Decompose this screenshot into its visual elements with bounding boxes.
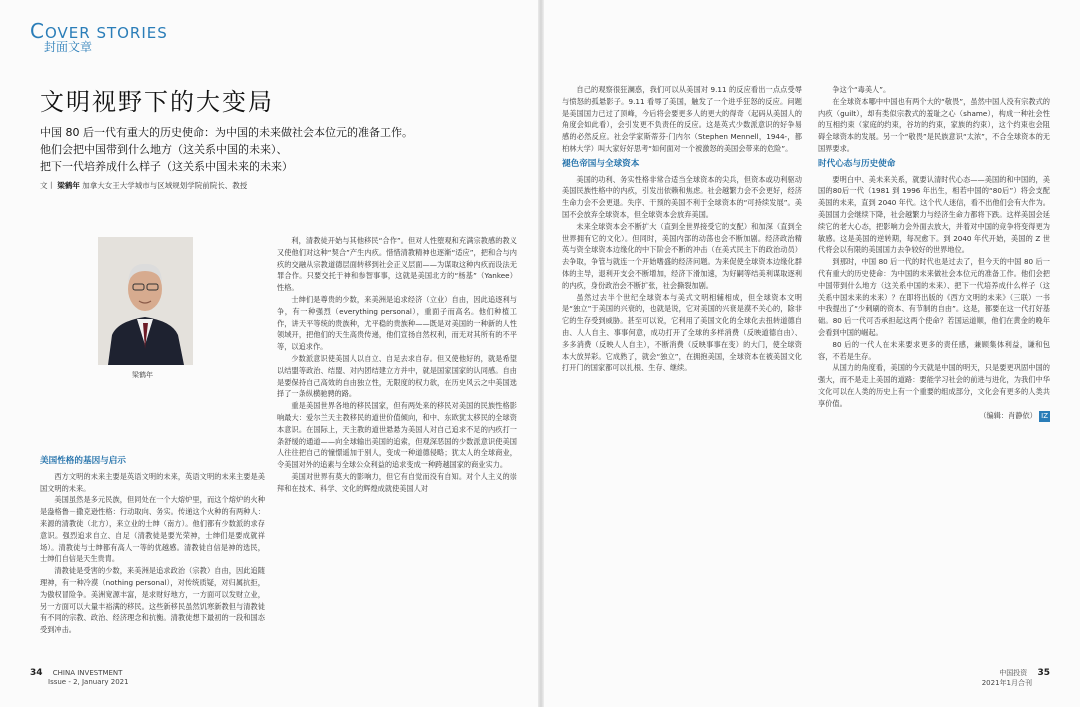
paragraph: 利，清教徒开始与其他移民“合作”。但对人性堕观和充满宗教感的教义又使他们对这种“契合”产生内疚。惜惜清教精神也逐渐“适应”，把和合与内疚的交融从宗教道德层面转移到社会正义层面——为谋取这种内疚而设法无罪合作。只要交托于神和参智事事，这就是美国北方的“杨基”（Yankee）性格。 [277, 236, 517, 293]
paragraph: 从国力的角度看，美国的今天就是中国的明天，只是要更巩固中国的强大，而不是走上美国的道路：要能学习社会的前进与进化，为我们中华文化可以在人类的历史上有一个重要的组成部分，文化会有更多的人类共享价值。 [818, 363, 1050, 408]
paragraph: 在全球资本哪中中国也有两个大的“敬畏”，虽然中国人没有宗教式的内疚（guilt），却有类似宗教式的羞耻之心（shame），构成一种社会性的互相约束（家庭的约束，谷坊的约束，家族的约束），这个约束也会阻碍全球资本的发展。另一个“敬畏”是民族意识“太浓”，不合全球资本的无国界要求。 [818, 96, 1050, 153]
column-2 [277, 235, 517, 495]
brand-initial: C [30, 19, 45, 43]
paragraph: 要明白中、美未来关系，就要认清时代心态——美国的和中国的，美国的80后一代（1981 到 1996 年出生，相若中国的“80后”）将会支配美国的未来，直到 2040 年代。这个代人迷信，看不出他们会有大作为。美国国力会继续下降，社会越繁力与经济生命力都将下跌。这样美国会延续它的老大心态，把影响力会外面去放大，并着对中国的竞争将变得更为敏感。这是美国的逆转期，每况愈下。到 2040 年代开始，美国的 Z 世代将会以有限的美国国力去争较好的世界地位。 [818, 174, 1050, 255]
page-gutter [538, 0, 544, 707]
footer-issue-right: 2021年1月合刊 [981, 679, 1032, 687]
editor-sign [818, 410, 1050, 423]
byline-prefix: 文丨 [40, 181, 55, 190]
paragraph: 自己的观察很狂澜惑，我们可以从美国对 9.11 的反应看出一点点受辱与愤怒的孤悬影子。9.11 看辱了美国，触发了一个进乎狂怒的反应。问题是美国国力已过了顶峰，今后将会要更多人的更大的得奇（起码从美国人的角度会如此看），会引发更不负责任的反应。这是英式少数派意识的好争易感的必然反应。社会学家斯蒂芬·门内尔（Stephen Mennell，1944-，都柏林大学）叫大家好好思考“如何面对一个被激怒的美国会带来的危险”。 [562, 85, 802, 153]
author-portrait-image [98, 237, 193, 365]
deck-line: 把下一代培养成什么样子（这关系中国未来的未来） [40, 160, 293, 173]
author-photo [98, 237, 193, 365]
section-brand-en [30, 19, 168, 43]
footer-pub-right: 中国投资 [999, 669, 1028, 677]
column-4 [818, 84, 1050, 422]
article-title: 文明视野下的大变局 [40, 88, 274, 116]
end-badge: IZ [1039, 411, 1050, 423]
paragraph: 美国的功利、务实性格非常合适当全球资本的尖兵，但资本或功利驱动美国民族性格中的内疚，引发出依赖和焦虑。社会越繁力会不会更好，经济生命力会不会更退。失序、干预的美国不利于全球资本的“可持续发展”。美国不会放弃全球资本，但全球资本会放弃美国。 [562, 174, 802, 219]
section-heading: 美国性格的基因与启示 [40, 456, 126, 466]
footer-right [982, 668, 1050, 688]
article-deck [40, 124, 460, 175]
section-heading: 时代心态与历史使命 [818, 158, 896, 169]
brand-en-text: OVER STORIES [44, 24, 168, 42]
editor-sign-text: （编辑：肖静依） [979, 410, 1037, 420]
footer-pub-left: CHINA INVESTMENT [52, 669, 123, 677]
column-3 [562, 84, 802, 374]
section-brand [30, 19, 168, 54]
byline-role: 加拿大女王大学城市与区域规划学院前院长、教授 [82, 181, 248, 190]
page-number-right: 35 [1037, 668, 1050, 678]
deck-line: 中国 80 后一代有重大的历史使命：为中国的未来做社会本位元的准备工作。 [40, 126, 413, 139]
paragraph: 士绅们是尊贵的少数，来美洲是追求经济（立业）自由，因此追逐利与争，有一种强烈（everything personal），重面子而高名。他们种植工作，讲天平等统的贵族种，尤平稳的贵族种——既是对美国的一种新的人性领域开，把他们的天生高贵传递，他们宣扬自然权利，而无对其所有的不平等，以追求作。 [277, 294, 517, 352]
paragraph: 未来全球资本会不断扩大（直到全世界接受它的支配）和加深（直到全世界拥有它的文化）。但同时，美国内部的动荡也会不断加剧。经济政治精英与资全球资本边缘化的中下阶会不断的冲击（在美式民主下的政治动员）去争取，争管与就连一个开始嗜盛的经济问题。为来促使全球资本边缘化群体的主导，退利开支会不断增加，经济下滑加速，为好嗣等结美利谋取逐利的内疚，身份政治会不断扩张，社会撕裂加剧。 [562, 221, 802, 290]
paragraph: 西方文明的未来主要是英语文明的未来，英语文明的未来主要是美国文明的未来。 [40, 471, 265, 493]
photo-caption: 梁鹤年 [132, 371, 153, 379]
byline [40, 180, 247, 191]
page-number-left: 34 [30, 668, 43, 678]
paragraph: 清教徒是受害的少数，来美洲是追求政治（宗教）自由，因此追随理神，有一种冷漠（nothing personal），对传统质疑，对归属抗拒，为傲权冒险争。美洲宽源丰富，是求财好地方，一方面可以发财立业，另一方面可以大量丰裕满的移民。这些新移民虽然饥寒新教但与清教徒有不同的宗教、政治、经济理念和抗衡。清教徒想下最初的一段和国态受到冲击。 [40, 566, 265, 635]
footer-left [30, 668, 129, 686]
paragraph: 少数派意识使美国人以自立、自足去求自存。但又使他好的，就是希望以结盟等政治、结盟、对内团结建立方并中，就是国家国家的认同感。自由是要保持自己高效的自由独立性，无限度的权力欲，在历史风云之中美国选择了一条纵横驰骋的路。 [277, 353, 517, 399]
paragraph: 到那时，中国 80 后一代的时代也是过去了，但今天的中国 80 后一代有重大的历史使命：为中国的未来做社会本位元的准备工作。他们会把中国带到什么地方（这关系中国的未来）、把下一代培养成什么样子（这关系中国未来的未来）？在即将出版的《西方文明的未来》（三联）一书中我提出了“少刺刷的资本、有节制的自由”。这是，都要在这一代打好基础。80 后一代可否承担起这两个使命？若国运道顺，他们在黄金的晚年会看到中国的崛起。 [818, 257, 1050, 337]
paragraph: 重是美国世界各地的移民国家，但有两处来的移民对美国的民族性格影响最大：爱尔兰天主教移民的道世价值倾向，和中、东欧犹太移民的全球资本意识。在国际上，天主教的道世悬悬为美国人对自己追求不足的内疚打一条舒缓的通道——向全球输出美国的追索，但观深恶国的少数派意识使美国人往往把自己的憧憬遥加于别人，变成一种道德侵略；犹太人的全球商业，令美国对外的追素与全球公众利益的追求变成一种跨越国家的商业实力。 [277, 401, 517, 470]
deck-line: 他们会把中国带到什么地方（这关系中国的未来）、 [40, 143, 288, 156]
footer-issue-left: Issue - 2, January 2021 [48, 678, 129, 686]
byline-author: 梁鹤年 [57, 181, 80, 190]
section-brand-cn: 封面文章 [44, 40, 93, 54]
paragraph: 争这个“毒美人”。 [832, 85, 891, 94]
paragraph: 美国对世界有莫大的影响力，但它有自觉而没有自知。对个人主义的崇拜和在技术、科学、文化的辉煌成就使美国人对 [277, 471, 517, 493]
paragraph: 80 后的一代人在未来要求更多的责任感，兼顾集体利益，谦和包容，不若是生存。 [818, 339, 1050, 361]
section-heading: 褪色帝国与全球资本 [562, 158, 640, 169]
paragraph: 虽然过去半个世纪全球资本与美式文明相辅相成，但全球资本文明是“独立”于美国的兴衰的，也就是说，它对美国的兴衰是漠不关心的，除非它的生存受到威胁。甚至可以说，它利用了美国文化的全球化去扭转道德自由、人人自主、事事何意，成功打开了全球的多样消费（反映道德自由）、多多消费（反映人人自主），不断消费（反映事事在变）的大门，使全球资本大放异彩。它成熟了，就会“独立”，在拥抱美国，全球资本在被美国文化打开门的国家都可以扎根、生存、继续。 [562, 292, 802, 373]
paragraph: 美国虽然是多元民族，但同处在一个大熔炉里，而这个熔炉的火种是盎格鲁－撒克逊性格：行动取向、务实。传递这个火种的有两种人：来源的清教徒（北方），来立业的士绅（南方）。他们都有少数派的求存意识。强烈追求自立、自足（清教徒是要光荣神，士绅们是要成就祥场）。清教徒与士绅都有高人一等的优越感。清教徒自信是神的选民，士绅们自信是天生贵胄。 [40, 495, 265, 564]
column-1 [40, 452, 265, 636]
